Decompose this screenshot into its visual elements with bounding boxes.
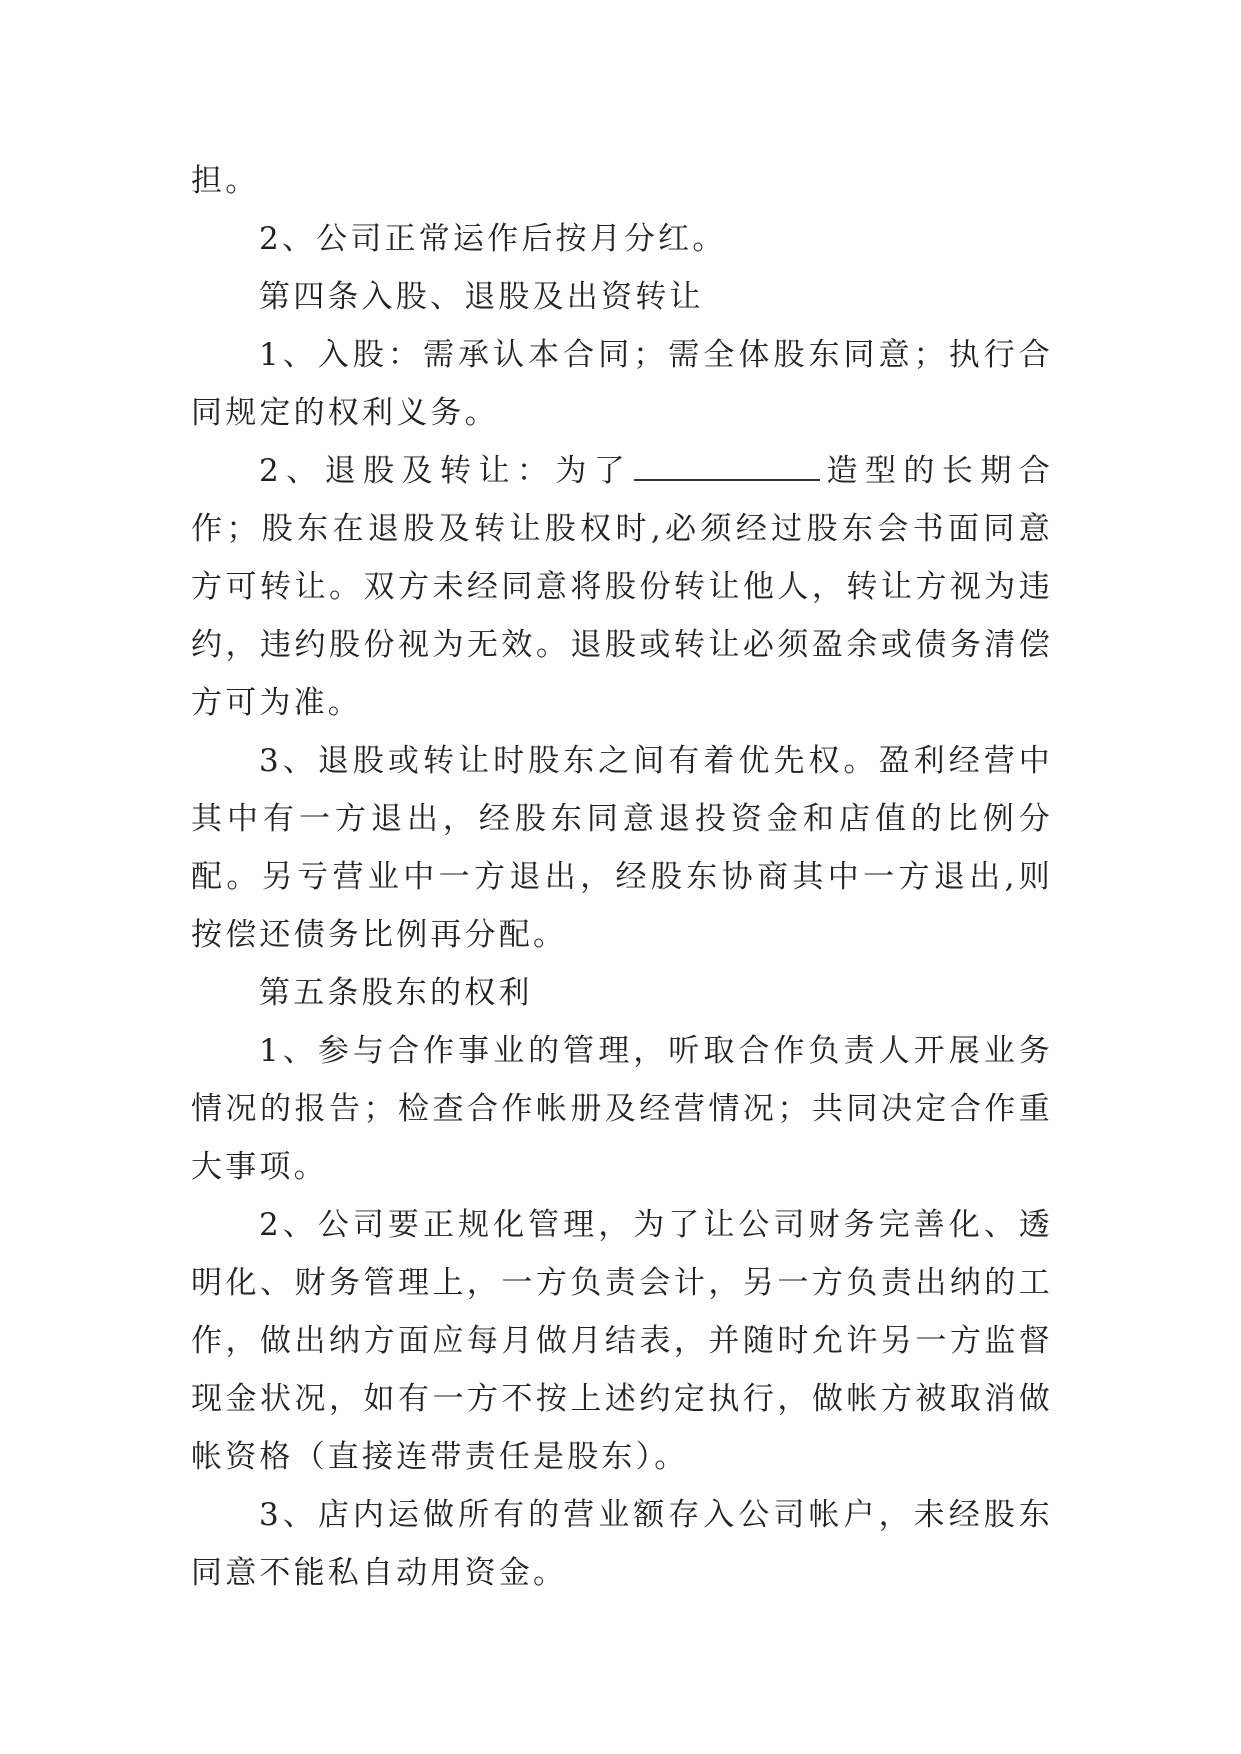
article-4-heading: 第四条入股、退股及出资转让 — [259, 279, 704, 315]
paragraph-continuation: 担。 — [191, 163, 260, 199]
paragraph-preemptive-right: 3、退股或转让时股东之间有着优先权。盈利经营中其中有一方退出，经股东同意退投资金和店值的比例分配。另亏营业中一方退出，经股东协商其中一方退出,则按偿还债务比例再分配。 — [191, 743, 1053, 953]
article-5-heading: 第五条股东的权利 — [259, 975, 533, 1011]
paragraph-dividend-clause: 2、公司正常运作后按月分红。 — [259, 221, 727, 257]
paragraph-share-withdrawal — [191, 442, 1053, 732]
document-body — [191, 152, 1053, 1602]
paragraph-financial-management: 2、公司要正规化管理，为了让公司财务完善化、透明化、财务管理上，一方负责会计，另一方负责出纳的工作，做出纳方面应每月做月结表，并随时允许另一方监督现金状况，如有一方不按上述约定执行，做帐方被取消做帐资格（直接连带责任是股东）。 — [191, 1207, 1053, 1475]
withdrawal-text-before-blank: 2、退股及转让：为了 — [259, 453, 633, 489]
paragraph-revenue-deposit: 3、店内运做所有的营业额存入公司帐户，未经股东同意不能私自动用资金。 — [191, 1497, 1053, 1591]
withdrawal-text-after-blank: 造型的长期合作；股东在退股及转让股权时,必须经过股东会书面同意方可转让。双方未经同意将股份转让他人，转让方视为违约，违约股份视为无效。退股或转让必须盈余或债务清偿方可为准。 — [191, 453, 1053, 721]
paragraph-share-entry: 1、入股：需承认本合同；需全体股东同意；执行合同规定的权利义务。 — [191, 337, 1053, 431]
fill-in-blank-line — [634, 449, 820, 481]
paragraph-management-participation: 1、参与合作事业的管理，听取合作负责人开展业务情况的报告；检查合作帐册及经营情况；共同决定合作重大事项。 — [191, 1033, 1053, 1185]
